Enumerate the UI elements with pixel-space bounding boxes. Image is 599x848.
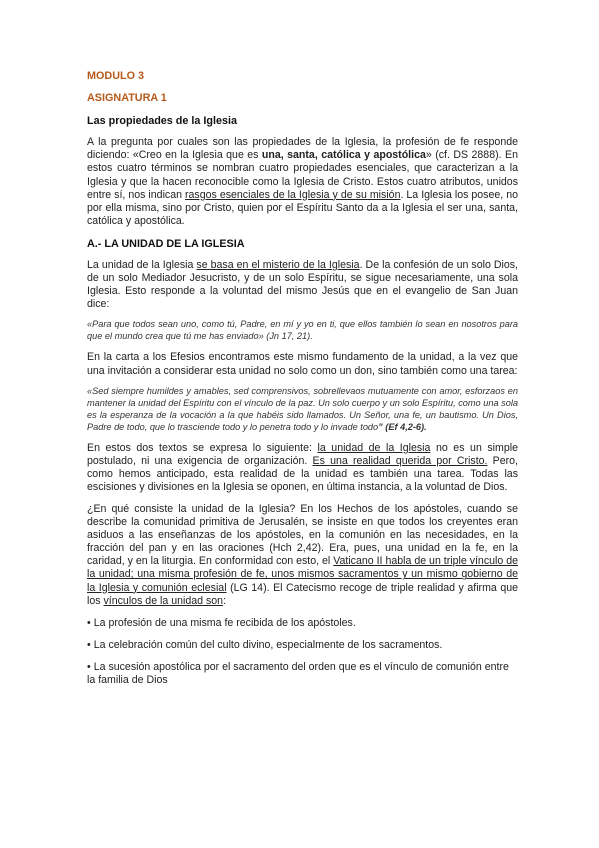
bold-text: una, santa, católica y apostólica	[261, 149, 426, 162]
text-run: En la carta a los Efesios encontramos este mismo fundamento de la unidad, a la vez que una invitación a considerar esta unidad no solo como un don, sino también como una tarea:	[87, 351, 518, 377]
subject-heading: ASIGNATURA 1	[87, 92, 167, 105]
underlined-text: Vaticano II habla de un triple vínculo de la unidad; una misma profesión de fe, unos mismos sacramentos y un mismo gobierno de la Iglesia y comunión eclesial	[87, 555, 518, 594]
bold-text: ” (Ef 4,2-6).	[378, 421, 427, 432]
list-item-text: La profesión de una misma fe recibida de los apóstoles.	[93, 616, 356, 629]
paragraph-two-texts	[87, 442, 518, 494]
bullet-dot: •	[87, 660, 91, 673]
text-run: » (cf. DS 2888). En estos cuatro términos se nombran cuatro propiedades esenciales, que caracterizan a la Iglesia y que la hacen reconocible como la Iglesia de Cristo. Estos cuatro atributos, unidos entre sí, nos indican	[87, 149, 518, 201]
bullet-dot: •	[87, 616, 91, 629]
text-run: (LG 14). El Catecismo recoge de triple realidad y afirma que los	[87, 581, 518, 607]
text-run: A la pregunta por cuales son las propiedades de la Iglesia, la profesión de fe responde diciendo: «Creo en la Iglesia que es	[87, 136, 518, 162]
text-run: . La Iglesia los posee, no por ella misma, sino por Cristo, quien por el Espíritu Santo da a la Iglesia el ser una, santa, católica y apostólica.	[87, 188, 518, 227]
underlined-text: rasgos esenciales de la Iglesia y de su misión	[185, 188, 401, 201]
module-heading: MODULO 3	[87, 70, 144, 82]
bullet-dot: •	[87, 638, 91, 651]
text-run: La unidad de la Iglesia	[87, 259, 197, 272]
list-item	[87, 661, 518, 687]
text-run: ¿En qué consiste la unidad de la Iglesia? En los Hechos de los apóstoles, cuando se describe la comunidad primitiva de Jerusalén, se insiste en que todos los creyentes eran asiduos a las enseñanzas de los apóstoles, en la comunión en las necesidades, en la fracción del pan y en las oraciones (Hch 2,42). Era, pues, una unidad en la fe, en la caridad, y en la liturgia. En conformidad con esto, el	[87, 502, 518, 568]
document-title: Las propiedades de la Iglesia	[87, 115, 238, 128]
underlined-text: Es una realidad querida por Cristo.	[312, 454, 488, 467]
text-run: no es un simple postulado, ni una exigencia de organización.	[87, 441, 518, 467]
paragraph-ephesians	[87, 351, 518, 377]
paragraph-unity-consists	[87, 503, 518, 608]
quote-john	[87, 318, 518, 342]
list-item	[87, 617, 518, 630]
list-item-text: La sucesión apostólica por el sacramento del orden que es el vínculo de comunión entre la familia de Dios	[87, 660, 509, 686]
bullet-list	[87, 617, 518, 687]
quote-ephesians	[87, 385, 518, 433]
underlined-text: vínculos de la unidad son	[103, 594, 224, 607]
list-item-text: La celebración común del culto divino, especialmente de los sacramentos.	[93, 638, 443, 651]
text-run: En estos dos textos se expresa lo siguiente:	[87, 441, 318, 454]
underlined-text: se basa en el misterio de la Iglesia	[196, 259, 360, 272]
text-run: «Sed siempre humildes y amables, sed comprensivos, sobrellevaos mutuamente con amor, esforzaos en mantener la unidad del Espíritu con el vínculo de la paz. Un solo cuerpo y un solo Espíritu, como una sola es la esperanza de la vocación a la que habéis sido llamados. Un Señor, una fe, un bautismo. Un Dios, Padre de todo, que lo trasciende todo y lo penetra todo y lo invade todo	[87, 385, 518, 432]
text-run: «Para que todos sean uno, como tú, Padre, en mí y yo en ti, que ellos también lo sean en nosotros para que el mundo crea que tú me has enviado» (Jn 17, 21).	[87, 319, 518, 342]
list-item	[87, 639, 518, 652]
underlined-text: la unidad de la Iglesia	[317, 441, 431, 454]
text-run: :	[223, 594, 227, 607]
text-run: Pero, como hemos anticipado, esta realidad de la unidad es también una tarea. Todas las escisiones y divisiones en la Iglesia se oponen, en última instancia, a la voluntad de Dios.	[87, 454, 518, 493]
text-run: . De la confesión de un solo Dios, de un solo Mediador Jesucristo, y de un solo Espíritu, se sigue necesariamente, una sola Iglesia. Esto responde a la voluntad del mismo Jesús que en el evangelio de San Juan dice:	[87, 259, 518, 311]
section-heading-unity: A.- LA UNIDAD DE LA IGLESIA	[87, 237, 245, 250]
paragraph-intro	[87, 136, 518, 228]
paragraph-unity-basis	[87, 259, 518, 311]
